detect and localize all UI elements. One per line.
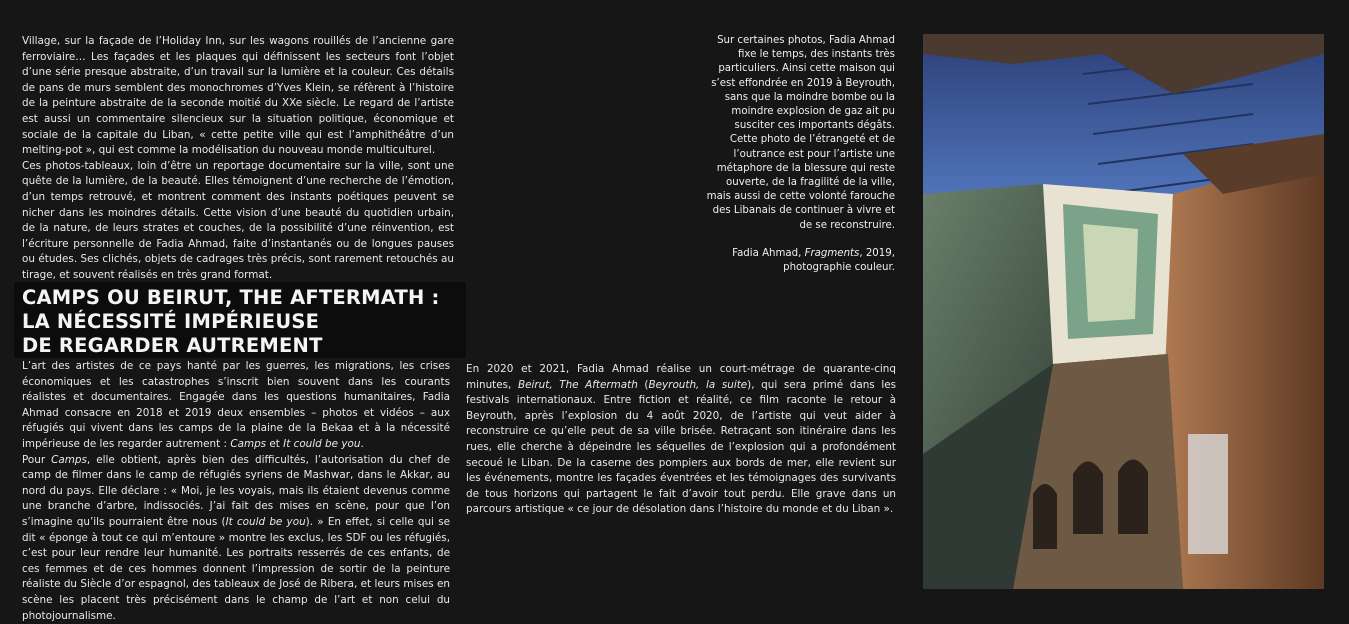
work-title: Camps (230, 437, 267, 450)
text-run: ( (637, 378, 649, 391)
text-run: . (360, 437, 364, 450)
text-run: En 2020 et 2021, Fadia Ahmad réalise un court-métrage de quarante-cinq minutes, (466, 363, 896, 391)
paragraph: Village, sur la façade de l’Holiday Inn, sur les wagons rouillés de l’ancienne gare ferroviaire… Les façades et les plaques qui définissent les secteurs font l’objet d’une série presque abstraite, d’un travail sur la lumière et la couleur. Ces détails de pans de murs semblent des monochromes d’Yves Klein, se réfèrent à l’histoire de la peinture abstraite de la seconde moitié du XXe siècle. Le regard de l’artiste est aussi un commentaire silencieux sur la situation politique, économique et sociale de la capitale du Liban, « cette petite ville qui est l’amphithéâtre d’un melting-pot », qui est comme la modélisation du nouveau monde multiculturel. (22, 35, 454, 157)
photo-caption (705, 34, 895, 275)
text-run: , elle obtient, après bien des difficultés, l’autorisation du chef de camp de filmer dans le camp de réfugiés syriens de Mashwar, dans le Akkar, au nord du pays. Elle déclare : « Moi, je les voyais, mais ils étaient devenus comme une branche d’arbre, indissociés. J’ai fait des mises en scène, pour que l’on s’imagine qu’ils pourraient être nous ( (22, 453, 450, 528)
right-broken-wall (1163, 154, 1324, 589)
text-run: Fadia Ahmad, (732, 247, 805, 259)
article-column-bottom-left (22, 359, 450, 624)
work-title: Fragments (804, 247, 860, 259)
text-run: L’art des artistes de ce pays hanté par les guerres, les migrations, les crises économiques et les catastrophes s’inscrit bien souvent dans les courants réalistes et documentaires. Engagée dans les questions humanitaires, Fadia Ahmad consacre en 2018 et 2019 deux ensembles – photos et vidéos – aux réfugiés qui vivent dans les camps de la plaine de la Bekaa et à la nécessité impérieuse de les regarder autrement : (22, 360, 450, 450)
text-run: , 2019, (859, 247, 895, 259)
work-title: Beyrouth, la suite (648, 378, 748, 391)
text-run: photographie couleur. (783, 262, 895, 274)
work-title: It could be you (283, 437, 361, 450)
collapsed-house-photo (923, 34, 1324, 589)
white-door (1188, 434, 1228, 554)
paragraph (22, 359, 450, 453)
text-run: Pour (22, 453, 52, 466)
text-run: ), qui sera primé dans les festivals internationaux. Entre fiction et réalité, ce film raconte le retour à Beyrouth, après l’explosion du 4 août 2020, de l’artiste qui veut aider à reconstruire ce qu’elle peut de sa ville brisée. Retraçant son itinéraire dans les rues, elle cherche à dépeindre les séquelles de l’explosion qui a profondément secoué le Liban. De la caserne des pompiers aux bords de mer, elle revient sur les événements, montre les façades éventrées et les témoignages des survivants de tous horizons qui partagent le fait d’avoir tout perdu. Elle grave dans un parcours artistique « ce jour de désolation dans l’histoire du monde et du Liban ». (466, 378, 897, 516)
caption-text: Sur certaines photos, Fadia Ahmad fixe le temps, des instants très particuliers. Ainsi cette maison qui s’est effondrée en 2019 à Beyrouth, sans que la moindre bombe ou la moindre explosion de gaz ait pu susciter ces importants dégâts. Cette photo de l’étrangeté et de l’outrance est pour l’artiste une métaphore de la blessure qui reste ouverte, de la fragilité de la ville, mais aussi de cette volonté farouche des Libanais de continuer à vivre et de se reconstruire. (706, 35, 895, 231)
ceiling-panel (1083, 224, 1138, 322)
paragraph (22, 453, 450, 624)
work-title: It could be you (225, 515, 306, 528)
photo-credit (705, 247, 895, 275)
article-column-top-left (22, 34, 454, 284)
paragraph: Ces photos-tableaux, loin d’être un reportage documentaire sur la ville, sont une quête de la lumière, de la beauté. Elles témoignent d’une recherche de l’émotion, d’un temps retrouvé, et montrent comment des instants poétiques peuvent se nicher dans les moindres détails. Cette vision d’une beauté du quotidien urbain, de la nature, de leurs strates et couches, de la possibilité d’une réinvention, est l’écriture personnelle de Fadia Ahmad, faite d’instantanés ou de longues pauses ou études. Ses clichés, objets de cadrages très précis, sont rarement retouchés au tirage, et souvent réalisés en très grand format. (22, 159, 454, 281)
article-column-middle (466, 362, 896, 518)
text-run: et (266, 437, 284, 450)
section-heading: CAMPS OU BEIRUT, THE AFTERMATH : LA NÉCESSITÉ IMPÉRIEUSE DE REGARDER AUTREMENT (22, 286, 440, 357)
work-title: Beirut, The Aftermath (517, 378, 638, 391)
paragraph (466, 362, 896, 518)
text-run: ). » En effet, si celle qui se dit « éponge à tout ce qui m’entoure » montre les exclus, les SDF ou les réfugiés, c’est pour leur rendre leur humanité. Les portraits resserrés de ces enfants, de ces femmes et de ces hommes donnent l’impression de sortir de la peinture réaliste du Siècle d’or espagnol, des tableaux de José de Ribera, et leurs mises en scène les placent très précisément dans le champ de l’art et non celui du photojournalisme. (22, 515, 450, 622)
photo-illustration (923, 34, 1324, 589)
work-title: Camps (51, 453, 87, 466)
